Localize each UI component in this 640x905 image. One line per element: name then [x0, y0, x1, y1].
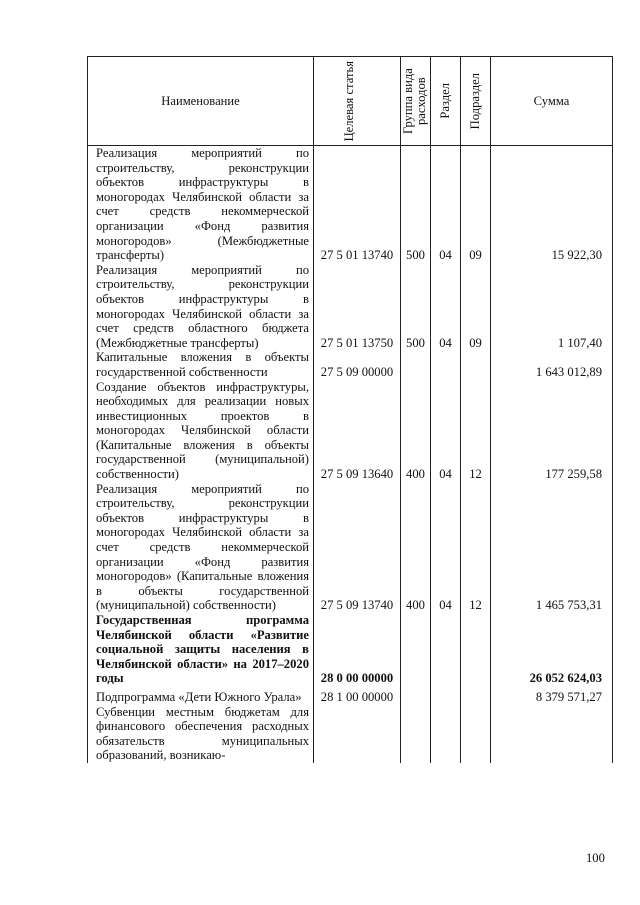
row-target: 28 0 00 00000 — [314, 613, 401, 686]
row-name: Реализация мероприятий по строительству, реконструкции объектов инфраструктуры в моногородах Челябинской области за счет средств областного бюджета (Межбюджетные трансферты) — [88, 263, 314, 351]
row-sum: 177 259,58 — [491, 380, 613, 482]
row-target: 27 5 01 13750 — [314, 263, 401, 351]
row-name: Субвенции местным бюджетам для финансового обеспечения расходных обязательств муниципальных образований, возникаю- — [88, 705, 314, 763]
table-row — [88, 705, 613, 763]
row-subsection — [461, 686, 491, 705]
row-subsection: 12 — [461, 380, 491, 482]
row-target: 27 5 09 13740 — [314, 482, 401, 613]
row-sum — [491, 705, 613, 763]
row-subsection — [461, 705, 491, 763]
row-section — [431, 350, 461, 379]
table-row — [88, 146, 613, 263]
row-group: 400 — [401, 380, 431, 482]
row-section: 04 — [431, 482, 461, 613]
row-section: 04 — [431, 146, 461, 263]
row-group: 400 — [401, 482, 431, 613]
header-name: Наименование — [88, 57, 314, 146]
row-section — [431, 705, 461, 763]
table-row — [88, 263, 613, 351]
row-section — [431, 686, 461, 705]
row-subsection: 09 — [461, 146, 491, 263]
row-section — [431, 613, 461, 686]
budget-table — [87, 56, 613, 763]
row-group: 500 — [401, 263, 431, 351]
row-name: Подпрограмма «Дети Южного Урала» — [88, 686, 314, 705]
row-subsection — [461, 350, 491, 379]
row-sum: 15 922,30 — [491, 146, 613, 263]
row-target: 28 1 00 00000 — [314, 686, 401, 705]
row-sum: 1 643 012,89 — [491, 350, 613, 379]
header-section: Раздел — [431, 57, 461, 146]
page-number: 100 — [586, 851, 605, 865]
row-sum: 8 379 571,27 — [491, 686, 613, 705]
row-sum: 1 465 753,31 — [491, 482, 613, 613]
row-name: Реализация мероприятий по строительству, реконструкции объектов инфраструктуры в моногородах Челябинской области за счет средств некоммерческой организации «Фонд развития моногородов» (Межбюджетные трансферты) — [88, 146, 314, 263]
row-name: Капитальные вложения в объекты государственной собственности — [88, 350, 314, 379]
header-group: Группа вида расходов — [401, 57, 431, 146]
row-name: Реализация мероприятий по строительству, реконструкции объектов инфраструктуры в моногородах Челябинской области за счет средств некоммерческой организации «Фонд развития моногородов» (Капитальные вложения в объекты государственной (муниципальной) собственности) — [88, 482, 314, 613]
header-target: Целевая статья — [314, 57, 401, 146]
row-sum: 26 052 624,03 — [491, 613, 613, 686]
table-row — [88, 380, 613, 482]
row-group — [401, 613, 431, 686]
row-name: Государственная программа Челябинской области «Развитие социальной защиты населения в Челябинской области» на 2017–2020 годы — [88, 613, 314, 686]
table-row — [88, 613, 613, 686]
row-group: 500 — [401, 146, 431, 263]
row-section: 04 — [431, 380, 461, 482]
row-group — [401, 350, 431, 379]
table-row — [88, 350, 613, 379]
row-target: 27 5 09 00000 — [314, 350, 401, 379]
row-group — [401, 705, 431, 763]
table-row — [88, 686, 613, 705]
row-subsection: 09 — [461, 263, 491, 351]
header-subsection: Подраздел — [461, 57, 491, 146]
row-subsection: 12 — [461, 482, 491, 613]
row-section: 04 — [431, 263, 461, 351]
row-target — [314, 705, 401, 763]
table-header-row — [88, 57, 613, 146]
header-sum: Сумма — [491, 57, 613, 146]
row-subsection — [461, 613, 491, 686]
row-target: 27 5 01 13740 — [314, 146, 401, 263]
row-group — [401, 686, 431, 705]
row-target: 27 5 09 13640 — [314, 380, 401, 482]
row-name: Создание объектов инфраструктуры, необходимых для реализации новых инвестиционных проектов в моногородах Челябинской области (Капитальные вложения в объекты государственной (муниципальной) собственности) — [88, 380, 314, 482]
table-row — [88, 482, 613, 613]
row-sum: 1 107,40 — [491, 263, 613, 351]
